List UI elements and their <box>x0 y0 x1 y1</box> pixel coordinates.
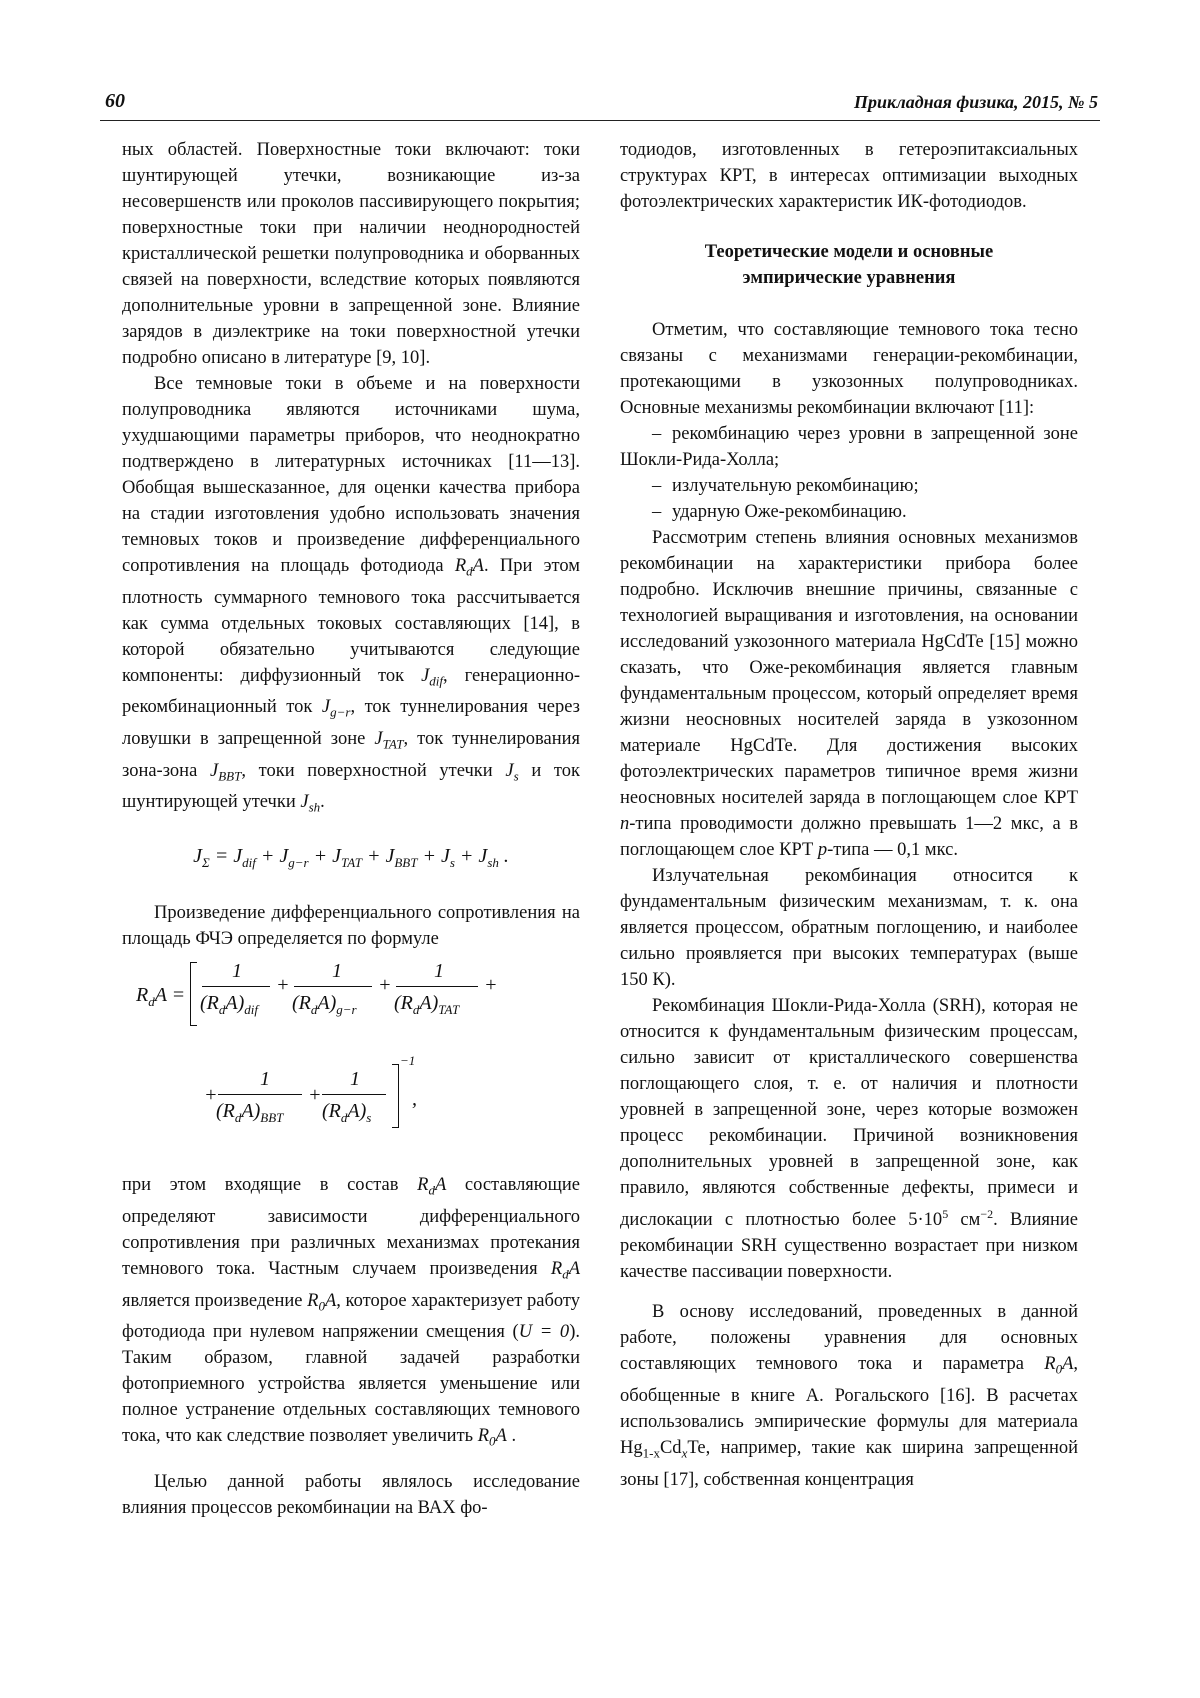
section-title: Теоретические модели и основные эмпирические уравнения <box>704 242 994 288</box>
left-paragraph-1: ных областей. Поверхностные токи включают: токи шунтирующей утечки, возникающие из-за несовершенств или проколов пассивирующего покрытия; поверхностные токи при наличии неоднородностей кристаллической решетки полупроводника и оборванных связей на поверхности, вследствие которых появляются дополнительные уровни в запрещенной зоне. Влияние зарядов в диэлектрике на токи поверхностной утечки подробно описано в литературе [9, 10]. <box>122 140 580 368</box>
right-paragraph-6: В основу исследований, проведенных в данной работе, положены уравнения для основных составляющих темнового тока и параметра $R_0A$, обобщенные в книге А. Рогальского [16]. В расчетах использовались эмпирические формулы для материала $Hg_{1-x}Cd_xTe$, например, такие как ширина запрещенной зоны [17], собственная концентрация <box>620 1302 1078 1490</box>
right-paragraph-5: Рекомбинация Шокли-Рида-Холла (SRH), которая не относится к фундаментальным физическим процессам, сильно зависит от кристаллического совершенства поглощающего слоя, т. е. от наличия и плотности уровней в запрещенной зоне, через которые возможен процесс рекомбинации. Причиной возникновения дополнительных уровней в запрещенной зоне, как правило, являются собственные дефекты, примеси и дислокации с плотностью более $5\cdot 10^5$ $см^{-2}$. Влияние рекомбинации SRH существенно возрастает при низком качестве пассивации поверхности. <box>620 996 1079 1283</box>
left-paragraph-2: Все темновые токи в объеме и на поверхности полупроводника являются источниками шума, ухудшающими параметры приборов, что неоднократно подтверждено в литературных источниках [11—13]. Обобщая вышесказанное, для оценки качества прибора на стадии изготовления удобно использовать значения темновых токов и произведение дифференциального сопротивления на площадь фотодиода $R_dA$. При этом плотность суммарного темнового тока рассчитывается как сумма отдельных токовых составляющих [14], в которой обязательно учитываются следующие компоненты: диффузионный ток $J_{dif}$, генерационно-рекомбинационный ток $J_{g-r}$, ток туннелирования через ловушки в запрещенной зоне $J_{TAT}$, ток туннелирования зона-зона $J_{BBT}$, токи поверхностной утечки $J_s$ и ток шунтирующей утечки $J_{sh}$. <box>122 374 581 816</box>
left-paragraph-5: Целью данной работы являлось исследование влияния процессов рекомбинации на ВАХ фо- <box>122 1471 580 1518</box>
right-column <box>620 137 1078 1493</box>
page-number: 60 <box>105 90 125 112</box>
right-paragraph-1: тодиодов, изготовленных в гетероэпитаксиальных структурах КРТ, в интересах оптимизации выходных фотоэлектрических характеристик ИК-фотодиодов. <box>620 140 1078 212</box>
equation-total-current: $J_\Sigma = J_{dif} + J_{g-r} + J_{TAT} + J_{BBT} + J_s + J_{sh}$ . <box>193 845 509 871</box>
list-item-auger: – ударную Оже-рекомбинацию. <box>620 499 1078 525</box>
left-paragraph-3: Произведение дифференциального сопротивления на площадь ФЧЭ определяется по формуле <box>122 903 580 950</box>
left-paragraph-4: при этом входящие в состав $R_dA$ составляющие определяют зависимости дифференциального сопротивления при различных механизмах протекания темнового тока. Частным случаем произведения $R_dA$ является произведение $R_0A$, которое характеризует работу фотодиода при нулевом напряжении смещения (U = 0). Таким образом, главной задачей разработки фотоприемного устройства является уменьшение или полное устранение отдельных составляющих темнового тока, что как следствие позволяет увеличить $R_0A$ . <box>122 1175 580 1449</box>
equation-rda: $R_dA$ = 1 $(R_dA)_{dif}$ + 1 $(R_dA)_{g-r}$ + 1 $(R_dA)_{TAT}$ + + 1 $(R_dA)_{BBT}$ + 1 $(R_dA)_s$ −1 , <box>122 958 580 1158</box>
left-column <box>122 137 580 1521</box>
right-paragraph-3: Рассмотрим степень влияния основных механизмов рекомбинации на характеристики прибора более подробно. Исключив внешние причины, связанные с технологией выращивания и изготовления, на основании исследований узкозонного материала HgCdTe [15] можно сказать, что Оже-рекомбинация является главным фундаментальным процессом, который определяет время жизни неосновных носителей заряда в узкозонном материале HgCdTe. Для достижения высоких фотоэлектрических параметров типичное время жизни неосновных носителей заряда в поглощающем слое КРТ n-типа проводимости должно превышать 1—2 мкс, а в поглощающем слое КРТ p-типа — 0,1 мкс. <box>620 528 1078 860</box>
journal-title: Прикладная физика, 2015, № 5 <box>853 92 1098 112</box>
page-header <box>100 86 1100 121</box>
right-paragraph-2: Отметим, что составляющие темнового тока тесно связаны с механизмами генерации-рекомбинации, протекающими в узкозонных полупроводниках. Основные механизмы рекомбинации включают [11]: <box>620 320 1078 418</box>
list-item-radiative: – излучательную рекомбинацию; <box>620 473 1078 499</box>
right-paragraph-4: Излучательная рекомбинация относится к фундаментальным физическим механизмам, т. к. она является процессом, обратным поглощению, и наиболее сильно проявляется при высоких температурах (выше 150 К). <box>620 866 1078 990</box>
list-item-srh: – рекомбинацию через уровни в запрещенной зоне Шокли-Рида-Холла; <box>620 421 1078 473</box>
